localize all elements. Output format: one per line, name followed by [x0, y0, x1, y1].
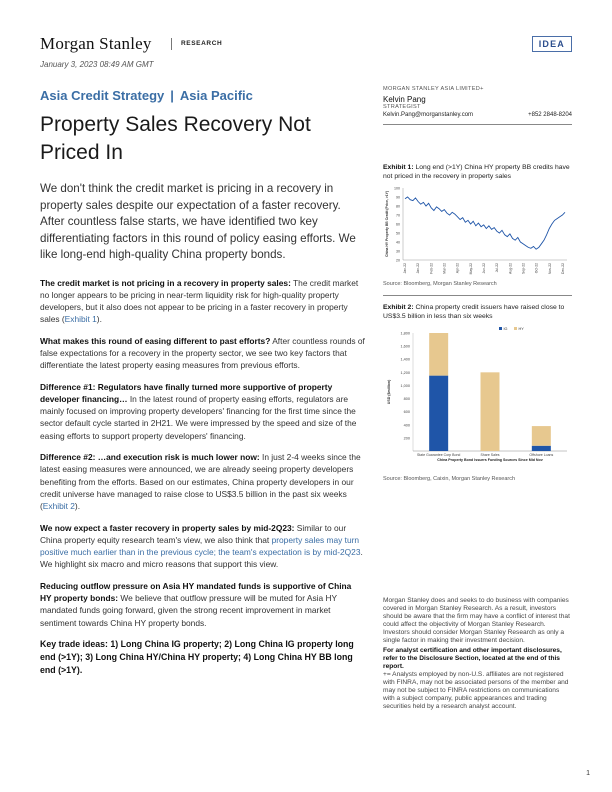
- x-axis-title: China Property Bond Issuers Funding Sources Since Mid Nov: [437, 458, 543, 462]
- x-tick-label: Jan-22: [416, 263, 421, 274]
- paragraph-difference-1: [40, 381, 365, 442]
- page-number: 1: [586, 770, 590, 777]
- sidebar: [383, 86, 572, 482]
- analyst-role: STRATEGIST: [383, 104, 421, 110]
- paragraph-outflow: [40, 580, 365, 629]
- y-tick-label: 50: [396, 231, 400, 236]
- report-title: [40, 111, 365, 167]
- header: [40, 30, 572, 56]
- header-divider: [171, 38, 172, 50]
- y-tick-label: 1,600: [400, 344, 410, 349]
- exhibit-2-caption-text: China property credit issuers have raised close to US$3.5 billion in less than six weeks: [383, 304, 565, 320]
- disclaimer-conflict: Morgan Stanley does and seeks to do business with companies covered in Morgan Stanley Research. As a result, investors should be aware that the firm may have a conflict of interest that could affect the objectivity of Morgan Stanley Research. Investors should consider Morgan Stanley Research as only a single factor in making their investment decision.: [383, 597, 570, 645]
- paragraph-heading: What makes this round of easing different to past efforts?: [40, 335, 271, 346]
- paragraph-heading: Difference #2: …and execution risk is much lower now:: [40, 452, 260, 463]
- y-tick-label: 600: [403, 410, 410, 415]
- title-line-2: Priced In: [40, 141, 123, 164]
- legend-label-ig: IG: [503, 326, 508, 331]
- paragraph-heading: Difference #1: Regulators have finally turned more supportive of property developer financing…: [40, 381, 333, 404]
- idea-badge: IDEA: [532, 36, 572, 52]
- paragraph-text: We believe that outflow pressure will be muted for Asia HY mandated funds going forward, given the strong recent improvement in market sentiment towards China HY property bonds.: [40, 593, 337, 628]
- x-tick-label: Nov-22: [547, 263, 552, 274]
- y-tick-label: 800: [403, 397, 410, 402]
- paragraph-text: Similar to our China property equity research team's view, we also think that: [40, 522, 347, 545]
- bar-hy: [429, 333, 448, 376]
- series-heading: [40, 88, 365, 103]
- paragraph-text: In the latest round of property easing efforts, regulators are mainly focused on improving property developers' financing for the first time since the sector default cycle started in 2H21. We were impressed by the speed and size of the easing efforts to support property developers' financing.: [40, 393, 357, 441]
- exhibit-1-link[interactable]: Exhibit 1: [64, 314, 97, 325]
- divider: [383, 124, 572, 125]
- morgan-stanley-logo: Morgan Stanley: [40, 34, 152, 53]
- main-column: [40, 88, 365, 677]
- bar-hy: [532, 426, 551, 446]
- paragraph-end: ).: [96, 314, 102, 325]
- paragraph-recovery: [40, 522, 365, 571]
- exhibit-1-caption-text: Long end (>1Y) China HY property BB credits have not priced in the recovery in property sales: [383, 164, 570, 180]
- x-tick-label: Sep-22: [521, 263, 526, 274]
- exhibit-1-label: Exhibit 1:: [383, 164, 414, 171]
- y-tick-label: 400: [403, 423, 410, 428]
- bar-ig: [429, 376, 448, 451]
- y-tick-label: 1,000: [400, 383, 410, 388]
- disclaimer-certification: For analyst certification and other important disclosures, refer to the Disclosure Section, located at the end of this report.: [383, 646, 562, 670]
- x-tick-label: Feb-22: [429, 263, 434, 274]
- paragraph-heading: The credit market is not pricing in a recovery in property sales:: [40, 277, 291, 288]
- x-tick-label: Aug-22: [508, 263, 513, 274]
- exhibit-1-source: Source: Bloomberg, Morgan Stanley Research: [383, 281, 497, 287]
- key-trade-ideas: Key trade ideas: 1) Long China IG property; 2) Long China IG property long end (>1Y); 3) Long China HY/China HY property; 4) Long China HY BB long end (>1Y).: [40, 638, 354, 675]
- paragraph-difference-2: [40, 451, 365, 512]
- paragraph-text: In just 2-4 weeks since the latest easing measures were announced, we are already seeing property developers benefiting from the efforts. Based on our estimates, China property developers in our credit universe have managed to raise close to US$3.5 billion in the past six weeks (: [40, 452, 361, 512]
- y-tick-label: 200: [403, 436, 410, 441]
- section-label: RESEARCH: [181, 40, 223, 47]
- price-series-line: [405, 197, 565, 249]
- x-tick-label: Dec-22: [561, 263, 565, 274]
- paragraph-end: . We highlight six macro and micro reasons that support this view.: [40, 547, 363, 570]
- paragraph-heading: Reducing outflow pressure on Asia HY mandated funds is supportive of China HY property bonds:: [40, 580, 352, 604]
- x-tick-label: Mar-22: [442, 263, 447, 274]
- title-line-1: Property Sales Recovery Not: [40, 113, 311, 136]
- exhibit-1-line-chart: [383, 184, 572, 280]
- y-axis-title: USD ($million): [387, 379, 391, 405]
- y-tick-label: 100: [394, 186, 400, 191]
- analyst-email[interactable]: Kelvin.Pang@morganstanley.com: [383, 112, 474, 118]
- x-tick-label: May-22: [468, 263, 473, 275]
- analyst-firm: MORGAN STANLEY ASIA LIMITED+: [383, 86, 484, 92]
- series-name: Asia Credit Strategy: [40, 88, 165, 103]
- legend-label-hy: HY: [518, 326, 524, 331]
- x-tick-label: State Guarantee Corp Bond: [416, 453, 461, 457]
- y-tick-label: 90: [396, 195, 400, 200]
- paragraph-text: The credit market no longer appears to be pricing in near-term liquidity risk for high-quality property developers, but it also does not appear to be pricing in a faster recovery in property sales (: [40, 277, 359, 325]
- x-tick-label: Share Sales: [480, 453, 500, 457]
- y-tick-label: 20: [396, 258, 400, 263]
- y-tick-label: 40: [396, 240, 400, 245]
- exhibit-2-caption: [383, 303, 572, 321]
- exhibit-1-caption: [383, 163, 572, 181]
- disclaimer: [383, 597, 572, 711]
- y-tick-label: 1,800: [400, 331, 410, 336]
- y-tick-label: 1,400: [400, 357, 410, 362]
- bar-ig: [532, 446, 551, 451]
- divider: [383, 295, 572, 296]
- region-name: Asia Pacific: [179, 88, 253, 103]
- y-tick-label: 60: [396, 222, 400, 227]
- exhibit-2-label: Exhibit 2:: [383, 304, 414, 311]
- x-tick-label: Offshore Loans: [529, 453, 554, 457]
- x-tick-label: Jan-22: [403, 263, 407, 274]
- exhibit-2-bar-chart: [383, 323, 572, 475]
- paragraph-heading: We now expect a faster recovery in property sales by mid-2Q23:: [40, 522, 295, 533]
- y-tick-label: 30: [396, 249, 400, 254]
- analyst-name: Kelvin Pang: [383, 95, 426, 104]
- paragraph-easing: [40, 335, 365, 372]
- y-tick-label: 1,200: [400, 370, 410, 375]
- x-tick-label: Apr-22: [455, 263, 460, 274]
- analyst-contact: [383, 112, 572, 118]
- disclaimer-finra: += Analysts employed by non-U.S. affiliates are not registered with FINRA, may not be associated persons of the member and may not be subject to FINRA restrictions on communications with a subject company, public appearances and trading securities held by a research analyst account.: [383, 670, 569, 711]
- summary: We don't think the credit market is pricing in a recovery in property sales despite our expectation of a faster recovery. After countless false starts, we have identified two key differentiating factors in this round of policy easing efforts. We like long-end high-quality China property bonds.: [40, 182, 356, 261]
- publish-date: January 3, 2023 08:49 AM GMT: [40, 60, 154, 69]
- legend-swatch-hy: [514, 327, 517, 330]
- y-tick-label: 80: [396, 204, 400, 209]
- exhibit-2-link[interactable]: Exhibit 2: [42, 501, 75, 512]
- legend-swatch-ig: [499, 327, 502, 330]
- equity-research-link[interactable]: property sales may turn positive much earlier than in the previous cycle; the team's expectation is by mid-2Q23: [40, 534, 361, 558]
- series-divider: |: [170, 88, 174, 103]
- paragraph-market: [40, 277, 365, 326]
- x-tick-label: Jun-22: [482, 263, 486, 274]
- x-tick-label: Jul-22: [495, 263, 500, 273]
- analyst-phone: +852 2848-8204: [528, 112, 572, 118]
- x-tick-label: Oct-22: [534, 263, 539, 274]
- paragraph-text: After countless rounds of false expectations for a recovery in the property sector, we see two key factors that differentiate the latest property easing measures from previous efforts.: [40, 335, 365, 371]
- y-axis-title: China HY Property BB Credit (Price, >1Y): [385, 191, 389, 257]
- exhibit-2-source: Source: Bloomberg, Caixin, Morgan Stanley Research: [383, 476, 516, 482]
- y-tick-label: 70: [396, 213, 400, 218]
- paragraph-end: ).: [74, 501, 81, 512]
- bar-hy: [481, 372, 500, 451]
